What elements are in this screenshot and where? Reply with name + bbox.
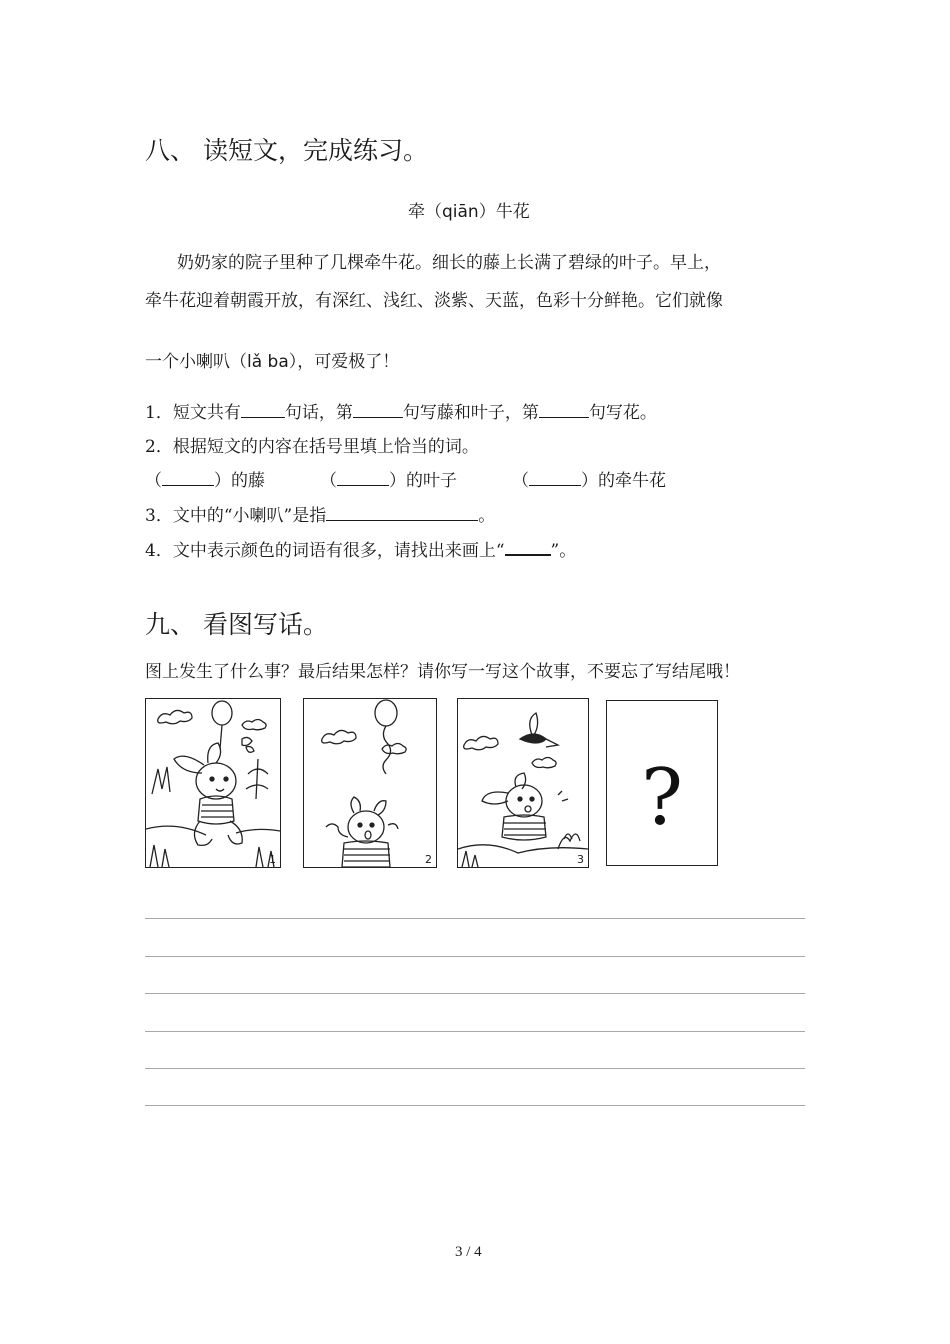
balloon-string-icon [383, 726, 391, 774]
passage-line-3 [145, 347, 399, 372]
bunny-ear-icon [482, 792, 508, 804]
bunny-ear-icon [208, 743, 221, 763]
striped-shirt-icon [198, 796, 234, 824]
fill-3-close: ）的牵牛花 [581, 471, 666, 491]
fill-1-blank[interactable] [162, 467, 214, 486]
fill-3-blank[interactable] [529, 467, 581, 486]
cloud-icon [242, 720, 266, 730]
bunny-eye-icon [358, 823, 362, 827]
bunny-mouth-icon [365, 831, 371, 839]
passage-title-post: ）牛花 [478, 202, 530, 222]
section-9-instruction: 图上发生了什么事？最后结果怎样？请你写一写这个故事，不要忘了写结尾哦！ [145, 662, 740, 682]
passage-title-pinyin: qiān [442, 202, 479, 222]
bunny-eye-icon [530, 797, 534, 801]
passage-line-3-pre: 一个小喇叭（ [145, 352, 247, 372]
picture-panel-1 [145, 698, 281, 868]
passage-line-3-pinyin: lǎ ba [247, 352, 289, 372]
plant-icon [152, 767, 170, 794]
bird-wing-icon [530, 713, 538, 735]
bunny-watching-bird-illustration [458, 699, 588, 867]
cloud-icon [382, 744, 406, 754]
bird-tail-icon [546, 739, 558, 747]
picture-panel-4 [606, 700, 718, 866]
passage-title-pre: 牵（ [408, 202, 442, 222]
q4-text-a: 4．文中表示颜色的词语有很多，请找出来画上“ [145, 541, 505, 561]
striped-shirt-icon [342, 841, 390, 867]
q4-text-b: ”。 [550, 541, 577, 561]
panel-3-number: 3 [577, 853, 584, 866]
fill-2-close: ）的叶子 [389, 471, 457, 491]
bunny-eye-icon [224, 777, 228, 781]
section-8-title: 八、 读短文，完成练习。 [145, 136, 428, 165]
fill-item-2 [320, 466, 457, 491]
passage-line-2: 牵牛花迎着朝霞开放，有深红、浅红、淡紫、天蓝，色彩十分鲜艳。它们就像 [145, 291, 723, 311]
bunny-ear-icon [351, 797, 386, 815]
writing-line[interactable] [145, 1031, 805, 1032]
panel-1-number: 1 [269, 853, 276, 866]
bunny-arm-icon [388, 824, 398, 829]
bunny-mouth-icon [525, 806, 531, 812]
cloud-icon [158, 710, 192, 723]
bunny-head-icon [196, 763, 236, 799]
picture-panel-3 [457, 698, 589, 868]
picture-panel-2 [303, 698, 437, 868]
surprise-mark-icon [558, 791, 568, 801]
passage-title [408, 197, 530, 222]
q1-text-c: 句写藤和叶子，第 [402, 403, 539, 423]
bunny-balloon-floating-away-illustration [304, 699, 436, 867]
balloon-string-icon [220, 725, 222, 749]
balloon-icon [212, 701, 232, 725]
writing-line[interactable] [145, 993, 805, 994]
question-mark: ? [641, 753, 683, 843]
question-4 [145, 536, 576, 561]
bunny-holding-balloon-illustration [146, 699, 280, 867]
fill-1-close: ）的藤 [214, 471, 265, 491]
bunny-eye-icon [518, 797, 522, 801]
q3-text-b: 。 [478, 506, 496, 526]
q1-blank-3[interactable] [539, 399, 589, 418]
q3-blank[interactable] [326, 502, 478, 521]
passage-line-3-post: ），可爱极了！ [288, 352, 400, 372]
fill-2-blank[interactable] [337, 467, 389, 486]
writing-line[interactable] [145, 1105, 805, 1106]
bird-body-icon [520, 734, 546, 743]
q3-text-a: 3．文中的“小喇叭”是指 [145, 506, 327, 526]
writing-line[interactable] [145, 918, 805, 919]
writing-line[interactable] [145, 1068, 805, 1069]
fill-3-open: （ [512, 471, 529, 491]
q1-text-d: 句写花。 [588, 403, 657, 423]
fill-item-3 [512, 466, 666, 491]
question-3 [145, 501, 495, 526]
cloud-icon [322, 730, 356, 743]
fill-2-open: （ [320, 471, 337, 491]
question-1 [145, 398, 657, 423]
bunny-eye-icon [370, 823, 374, 827]
writing-line[interactable] [145, 956, 805, 957]
cloud-icon [532, 758, 556, 768]
panel-2-number: 2 [425, 853, 432, 866]
question-2: 2．根据短文的内容在括号里填上恰当的词。 [145, 437, 479, 457]
section-9-title: 九、 看图写话。 [145, 610, 328, 639]
cloud-icon [464, 736, 498, 749]
q1-blank-1[interactable] [241, 399, 285, 418]
bunny-eye-icon [210, 777, 214, 781]
fill-item-1 [145, 466, 265, 491]
q1-text-b: 句话，第 [284, 403, 353, 423]
striped-shirt-icon [502, 815, 546, 840]
tree-icon [246, 759, 268, 799]
balloon-icon [375, 700, 397, 726]
bunny-head-icon [506, 785, 542, 817]
bunny-mouth-icon [216, 789, 224, 791]
passage-line-1: 奶奶家的院子里种了几棵牵牛花。细长的藤上长满了碧绿的叶子。早上， [177, 253, 721, 273]
q1-text-a: 1．短文共有 [145, 403, 241, 423]
bunny-arm-icon [326, 824, 348, 837]
q4-underline-sample [505, 536, 551, 556]
q1-blank-2[interactable] [353, 399, 403, 418]
flower-icon [242, 737, 254, 752]
page-number: 3 / 4 [455, 1244, 482, 1260]
fill-1-open: （ [145, 471, 162, 491]
